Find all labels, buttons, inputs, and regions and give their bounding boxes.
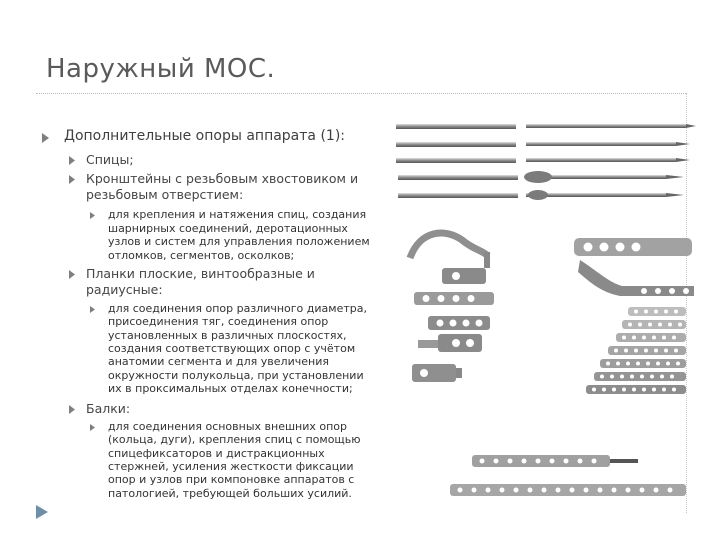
long-plate xyxy=(574,238,692,256)
wire xyxy=(396,124,696,129)
item-brackets-line: резьбовым отверстием: xyxy=(86,187,244,202)
wire xyxy=(396,158,690,163)
plate xyxy=(414,292,494,305)
beams-desc-line: стержней, усиления жесткости фиксации xyxy=(108,459,354,473)
plates-desc-line: анатомии сегмента и для увеличения xyxy=(108,355,329,369)
slide-title: Наружный МОС. xyxy=(46,54,276,84)
beams-desc-line: (кольца, дуги), крепления спиц с помощью xyxy=(108,433,361,447)
item-beams-text: Балки: xyxy=(86,401,131,416)
curved-bracket xyxy=(410,233,490,284)
threaded-bracket xyxy=(418,334,482,352)
brackets-desc-line: шарнирных соединений, деротационных xyxy=(108,221,348,235)
item-plates-line: радиусные: xyxy=(86,282,163,297)
item-plates-line: Планки плоские, винтообразные и xyxy=(86,266,315,281)
item-wires-text: Спицы; xyxy=(86,152,134,167)
beams-desc-line: спицефиксаторов и дистракционных xyxy=(108,446,325,460)
wire xyxy=(396,142,690,147)
beams-desc-line: для соединения основных внешних опор xyxy=(108,420,348,433)
plates-desc-line: их в проксимальных отделах конечности; xyxy=(108,381,353,395)
main-bullet-text: Дополнительные опоры аппарата (1): xyxy=(64,128,345,144)
beam-holes xyxy=(480,459,597,464)
item-brackets-line: Кронштейны с резьбовым хвостовиком и xyxy=(86,171,359,186)
wire-with-olive xyxy=(398,171,684,183)
beam xyxy=(450,484,686,496)
brackets-desc-line: узлов и систем для управления положением xyxy=(108,235,370,248)
plates-desc-line: окружности полукольца, при установлении xyxy=(108,368,364,382)
brackets-desc-line: отломков, сегментов, осколков; xyxy=(108,248,295,262)
plates-desc-line: присоединения тяг, соединения опор xyxy=(108,315,329,329)
plates-desc-line: создания соответствующих опор с учётом xyxy=(108,341,356,355)
brackets-desc-line: для крепления и натяжения спиц, создания xyxy=(108,208,367,221)
wire-with-olive xyxy=(398,190,684,200)
plate-bracket xyxy=(412,364,462,382)
beams-desc-line: патологией, требующей больших усилий. xyxy=(108,486,352,500)
curved-plate xyxy=(578,260,694,296)
plates-desc-line: для соединения опор различного диаметра, xyxy=(108,302,367,315)
plates-desc-line: установленных в различных плоскостях, xyxy=(108,328,347,342)
plate xyxy=(428,316,490,330)
beams-desc-line: опор и узлов при компоновке аппаратов с xyxy=(108,473,355,487)
